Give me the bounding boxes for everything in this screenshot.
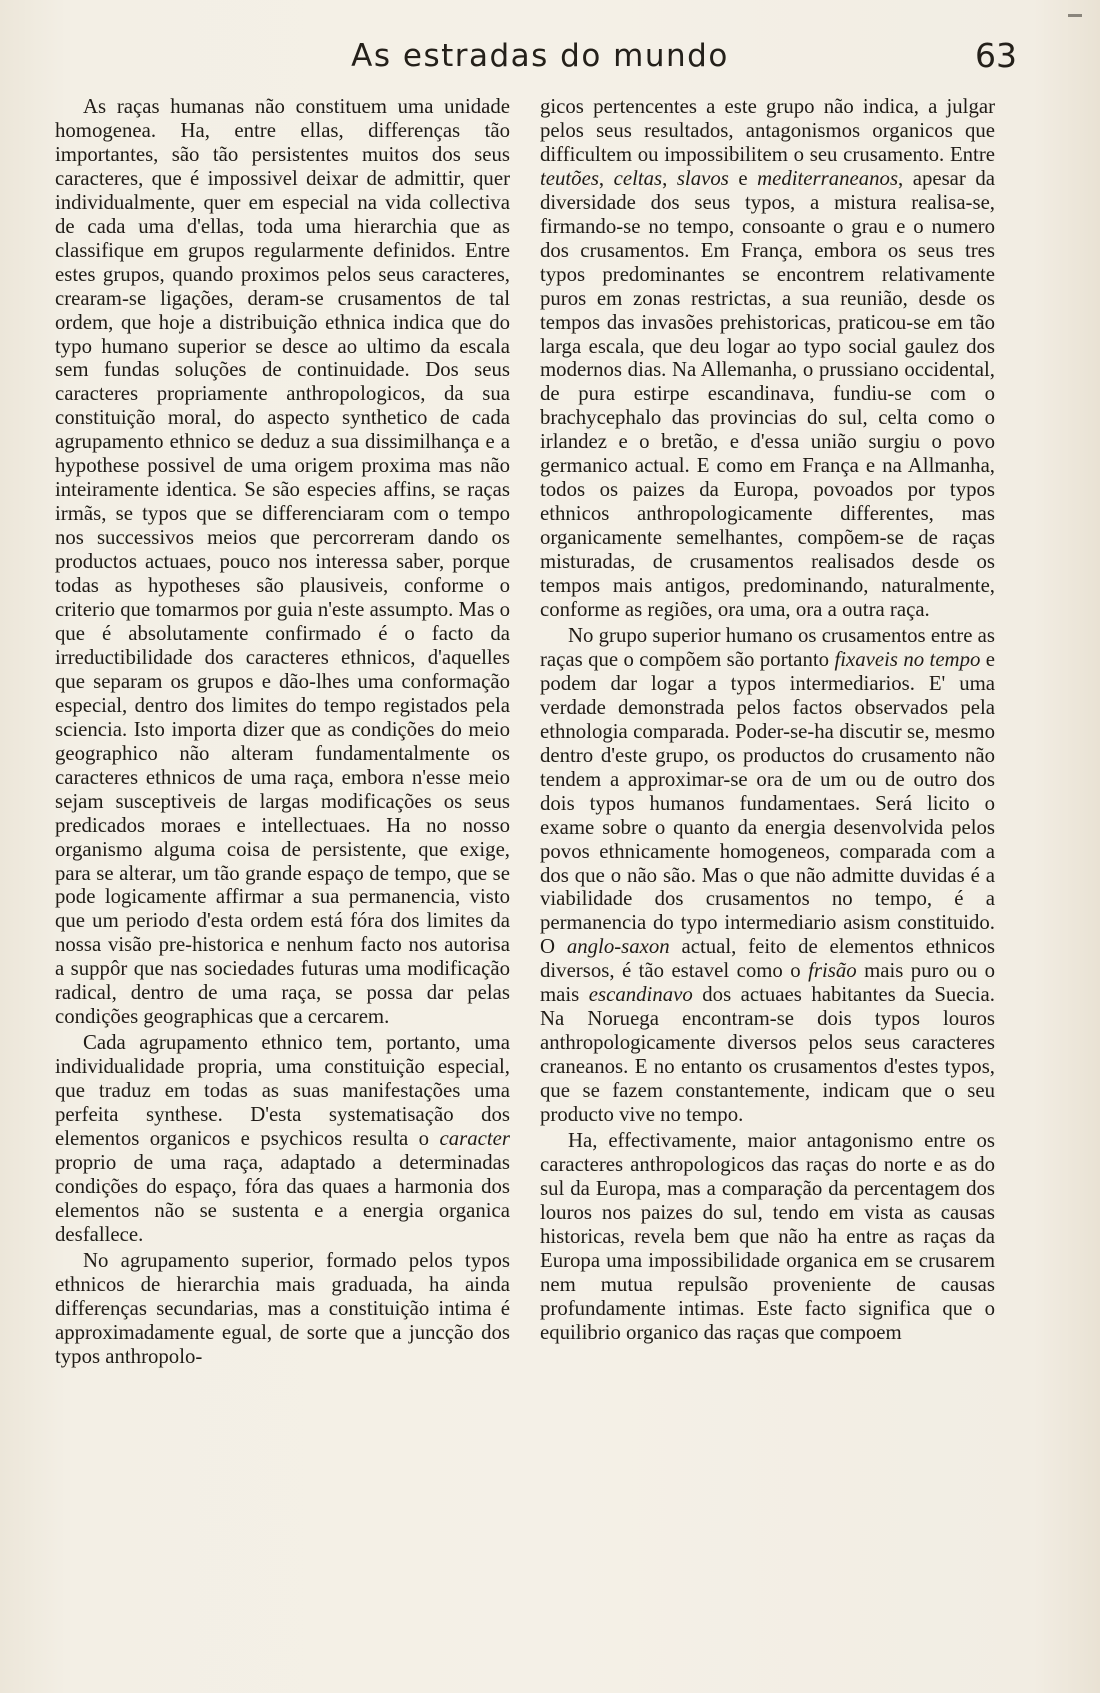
right-p2-text-c: actual, feito de elementos ethnicos diversos, é tão estavel como o: [540, 935, 995, 983]
right-column: [540, 95, 995, 1345]
right-paragraph-2: [540, 624, 995, 1127]
page-number: 63: [975, 36, 1017, 75]
right-p2-italic-fixaveis: fixaveis no tempo: [834, 647, 981, 671]
right-p1-text-e: , apesar da diversidade dos seus typos, a mistura realisa-se, firmando-se no tempo, consoante o grau e o numero dos crusamentos. Em França, embora os seus tres typos predominantes se encontrem relativamente puros em zonas restrictas, a sua reunião, desde os tempos das invasões prehistoricas, praticou-se em tão larga escala, que deu logar ao typo social gaulez dos modernos dias. Na Allemanha, o prussiano occidental, de pura estirpe escandinava, fundiu-se com o brachycephalo das provincias do sul, celta como o irlandez e o bretão, e d'essa união surgiu o povo germanico actual. E como em França e na Allmanha, todos os paizes da Europa, povoados por typos ethnicos anthropologicamente differentes, mas organicamente semelhantes, compõem-se de raças misturadas, de crusamentos realisados desde os tempos mais antigos, predominando, naturalmente, conforme as regiões, ora uma, ora a outra raça.: [540, 166, 995, 622]
right-p2-text-d: mais puro ou o mais: [540, 959, 995, 1007]
right-p1-text-a: gicos pertencentes a este grupo não indica, a julgar pelos seus resultados, antagonismos organicos que difficultem ou impossibilitem o seu crusamento. Entre: [540, 95, 995, 166]
right-paragraph-1: [540, 95, 995, 622]
right-p1-italic-celtas: celtas: [613, 166, 663, 190]
page-corner-mark: [1068, 14, 1082, 17]
left-paragraph-3: No agrupamento superior, formado pelos typos ethnicos de hierarchia mais graduada, ha ainda differenças secundarias, mas a constituição intima é approximadamente egual, de sorte que a juncção dos typos anthropolo-: [55, 1248, 510, 1368]
right-p1-italic-slavos: slavos: [676, 166, 729, 190]
right-p1-text-d: e: [728, 166, 758, 190]
left-paragraph-2-italic: caracter: [439, 1126, 510, 1150]
right-p2-italic-frisao: frisão: [808, 959, 857, 983]
left-paragraph-1: As raças humanas não constituem uma unidade homogenea. Ha, entre ellas, differenças tão importantes, são tão persistentes muitos dos seus caracteres, que é impossivel deixar de admittir, quer individualmente, quer em especial na vida collectiva de cada uma d'ellas, toda uma hierarchia que as classifique em grupos regularmente definidos. Entre estes grupos, quando proximos pelos seus caracteres, crearam-se ligações, deram-se crusamentos de tal ordem, que hoje a distribuição ethnica indica que do typo humano superior se desce ao ultimo da escala sem fundas soluções de continuidade. Dos seus caracteres propriamente anthropologicos, da sua constituição moral, do aspecto synthetico de cada agrupamento ethnico se deduz a sua dissimilhança e a hypothese possivel de uma origem proxima mas não inteiramente identica. Se são especies affins, se raças irmãs, se typos que se differenciaram com o tempo nos successivos meios que percorreram dando os productos actuaes, pouco nos interessa saber, porque todas as hypotheses são plausiveis, conforme o criterio que tomarmos por guia n'este assumpto. Mas o que é absolutamente confirmado é o facto da irreductibilidade dos caracteres ethnicos, d'aquelles que separam os grupos e dão-lhes uma conformação especial, dentro dos limites do tempo registados pela sciencia. Isto importa dizer que as condições do meio geographico não alteram fundamentalmente os caracteres ethnicos de uma raça, embora n'esse meio sejam susceptiveis de largas modificações os seus predicados moraes e intellectuaes. Ha no nosso organismo alguma coisa de persistente, que exige, para se alterar, um tão grande espaço de tempo, que se pode logicamente affirmar a sua permanencia, visto que um periodo d'esta ordem está fóra dos limites da nossa visão pre-historica e nenhum facto nos autorisa a suppôr que nas sociedades futuras uma modificação radical, dentro de uma raça, se possa dar pelas condições geographicas que a cercarem.: [55, 95, 510, 1029]
right-paragraph-3: Ha, effectivamente, maior antagonismo entre os caracteres anthropologicos das raças do norte e as do sul da Europa, mas a comparação da percentagem dos louros nos paizes do sul, tendo em vista as causas historicas, revela bem que não ha entre as raças da Europa uma impossibilidade organica em se crusarem nem mutua repulsão proveniente de causas profundamente intimas. Este facto significa que o equilibrio organico das raças que compoem: [540, 1128, 995, 1344]
right-p2-text-b: e podem dar logar a typos intermediarios. E' uma verdade demonstrada pelos factos observados pela ethnologia comparada. Poder-se-ha discutir se, mesmo dentro d'este grupo, os productos do crusamento não tendem a approximar-se ora de um ou de outro dos dois typos humanos fundamentaes. Será licito o exame sobre o quanto da energia desenvolvida pelos povos ethnicamente homogeneos, comparada com a dos que o não são. Mas o que não admitte duvidas é a viabilidade dos crusamentos no tempo, é a permanencia do typo intermediario asism constituido. O: [540, 647, 995, 959]
right-p1-italic-teutoes: teutões: [540, 166, 599, 190]
left-paragraph-2: [55, 1031, 510, 1247]
left-paragraph-2-text-b: proprio de uma raça, adaptado a determinadas condições do espaço, fóra das quaes a harmonia dos elementos não se sustenta e a energia organica desfallece.: [55, 1150, 510, 1246]
left-column: [55, 95, 510, 1369]
right-p2-text-a: No grupo superior humano os crusamentos entre as raças que o compõem são portanto: [540, 623, 995, 671]
page-title: As estradas do mundo: [351, 38, 729, 74]
running-head: [60, 38, 1020, 78]
right-p1-text-c: ,: [662, 166, 677, 190]
right-p2-text-e: dos actuaes habitantes da Suecia. Na Noruega encontram-se dois typos louros anthropologicamente diversos pelos seus caracteres craneanos. E no entanto os crusamentos d'estes typos, que se fazem constantemente, indicam que o seu producto vive no tempo.: [540, 983, 995, 1127]
right-p1-italic-mediterraneanos: mediterraneanos: [757, 166, 899, 190]
left-paragraph-2-text-a: Cada agrupamento ethnico tem, portanto, uma individualidade propria, uma constituição especial, que traduz em todas as suas manifestações uma perfeita synthese. D'esta systematisação dos elementos organicos e psychicos resulta o: [55, 1031, 510, 1150]
right-p2-italic-anglo-saxon: anglo-saxon: [566, 935, 670, 959]
right-p1-text-b: ,: [598, 166, 614, 190]
right-p2-italic-escandinavo: escandinavo: [588, 983, 693, 1007]
